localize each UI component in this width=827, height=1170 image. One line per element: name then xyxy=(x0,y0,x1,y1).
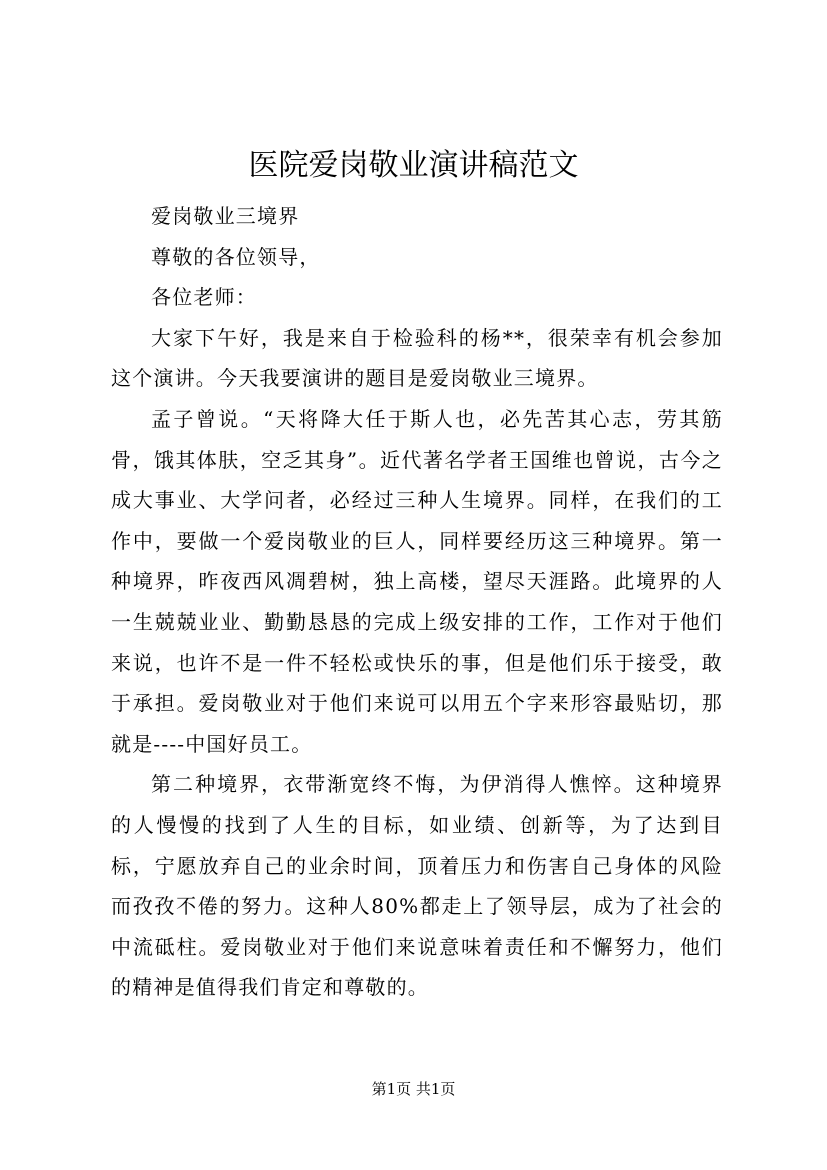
document-title: 医院爱岗敬业演讲稿范文 xyxy=(248,148,579,183)
document-body xyxy=(111,196,723,1008)
paragraph-salutation-teachers: 各位老师： xyxy=(151,285,257,310)
paragraph-second-realm: 第二种境界，衣带渐宽终不悔，为伊消得人憔悴。这种境界的人慢慢的找到了人生的目标，如业绩、创新等，为了达到目标，宁愿放弃自己的业余时间，顶着压力和伤害自己身体的风险而孜孜不倦的努力。这种人80%都走上了领导层，成为了社会的中流砥柱。爱岗敬业对于他们来说意味着责任和不懈努力，他们的精神是值得我们肯定和尊敬的。 xyxy=(111,772,723,1000)
paragraph-salutation-leaders: 尊敬的各位领导， xyxy=(151,244,321,269)
page-footer: 第1页 共1页 xyxy=(371,1080,456,1098)
paragraph-subtitle: 爱岗敬业三境界 xyxy=(151,204,300,228)
paragraph-greeting: 大家下午好，我是来自于检验科的杨**，很荣幸有机会参加这个演讲。今天我要演讲的题目是爱岗敬业三境界。 xyxy=(111,325,723,391)
paragraph-first-realm: 孟子曾说。“天将降大任于斯人也，必先苦其心志，劳其筋骨，饿其体肤，空乏其身”。近代著名学者王国维也曾说，古今之成大事业、大学问者，必经过三种人生境界。同样，在我们的工作中，要做一个爱岗敬业的巨人，同样要经历这三种境界。第一种境界，昨夜西风凋碧树，独上高楼，望尽天涯路。此境界的人一生兢兢业业、勤勤恳恳的完成上级安排的工作，工作对于他们来说，也许不是一件不轻松或快乐的事，但是他们乐于接受，敢于承担。爱岗敬业对于他们来说可以用五个字来形容最贴切，那就是----中国好员工。 xyxy=(111,406,723,756)
